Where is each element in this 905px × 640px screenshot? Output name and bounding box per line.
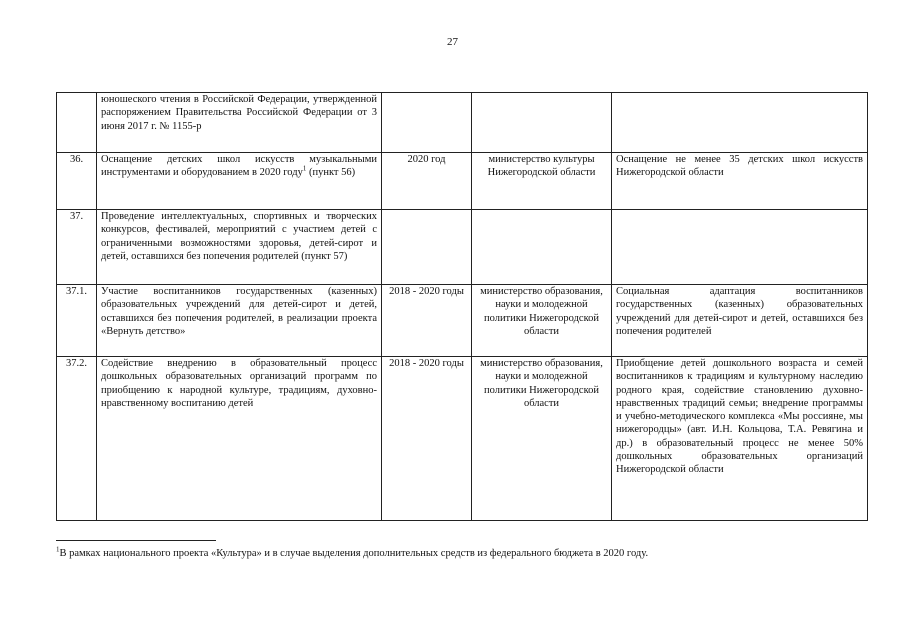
event-cell: Проведение интеллектуальных, спортивных и творческих конкурсов, фестивалей, мероприятий с участием детей с ограниченными возможностями здоровья, детей-сирот и детей, оставшихся без попечения родителей (пункт 57) <box>97 210 382 285</box>
footnote-mark: 1 <box>56 545 60 554</box>
event-cell <box>97 153 382 210</box>
executor-cell <box>472 93 612 153</box>
event-text: Оснащение детских школ искусств музыкальными инструментами и оборудованием в 2020 году <box>101 154 377 179</box>
footnote-reference: 1 <box>302 164 307 173</box>
table-row <box>57 210 868 285</box>
result-cell: Социальная адаптация воспитанников государственных (казенных) образовательных учреждений для детей-сирот и детей, оставшихся без попечения родителей <box>612 285 868 357</box>
result-cell: Приобщение детей дошкольного возраста и семей воспитанников к традициям и культурному наследию родного края, содействие становлению духовно-нравственных традиций семьи; внедрение программы и учебно-методического комплекса «Мы россияне, мы нижегородцы» (авт. И.Н. Кольцова, Т.А. Ревягина и др.) в образовательный процесс не менее 50% дошкольных образовательных организаций Нижегородской области <box>612 357 868 521</box>
term-cell: 2018 - 2020 годы <box>382 285 472 357</box>
term-cell <box>382 210 472 285</box>
executor-cell: министерство культуры Нижегородской области <box>472 153 612 210</box>
table-row <box>57 93 868 153</box>
executor-cell: министерство образования, науки и молодежной политики Нижегородской области <box>472 357 612 521</box>
term-cell: 2018 - 2020 годы <box>382 357 472 521</box>
row-number <box>57 93 97 153</box>
table-row <box>57 357 868 521</box>
footnote-separator <box>56 540 216 541</box>
event-cell: Содействие внедрению в образовательный процесс дошкольных образовательных организаций программ по приобщению к народной культуре, традициям, духовно-нравственному воспитанию детей <box>97 357 382 521</box>
page-number: 27 <box>447 36 458 48</box>
result-cell <box>612 93 868 153</box>
event-cell: Участие воспитанников государственных (казенных) образовательных учреждений для детей-сирот и детей, оставшихся без попечения родителей, в реализации проекта «Вернуть детство» <box>97 285 382 357</box>
row-number: 37. <box>57 210 97 285</box>
term-cell <box>382 93 472 153</box>
event-text-suffix: (пункт 56) <box>306 167 356 179</box>
executor-cell <box>472 210 612 285</box>
term-cell: 2020 год <box>382 153 472 210</box>
executor-cell: министерство образования, науки и молодежной политики Нижегородской области <box>472 285 612 357</box>
row-number: 37.1. <box>57 285 97 357</box>
measures-table <box>56 92 868 521</box>
row-number: 37.2. <box>57 357 97 521</box>
row-number: 36. <box>57 153 97 210</box>
result-cell <box>612 210 868 285</box>
table-row <box>57 285 868 357</box>
result-cell: Оснащение не менее 35 детских школ искусств Нижегородской области <box>612 153 868 210</box>
footnote <box>56 547 867 560</box>
event-cell: юношеского чтения в Российской Федерации, утвержденной распоряжением Правительства Российской Федерации от 3 июня 2017 г. № 1155-р <box>97 93 382 153</box>
footnote-text: В рамках национального проекта «Культура» и в случае выделения дополнительных средств из федерального бюджета в 2020 году. <box>59 548 649 559</box>
table-row <box>57 153 868 210</box>
